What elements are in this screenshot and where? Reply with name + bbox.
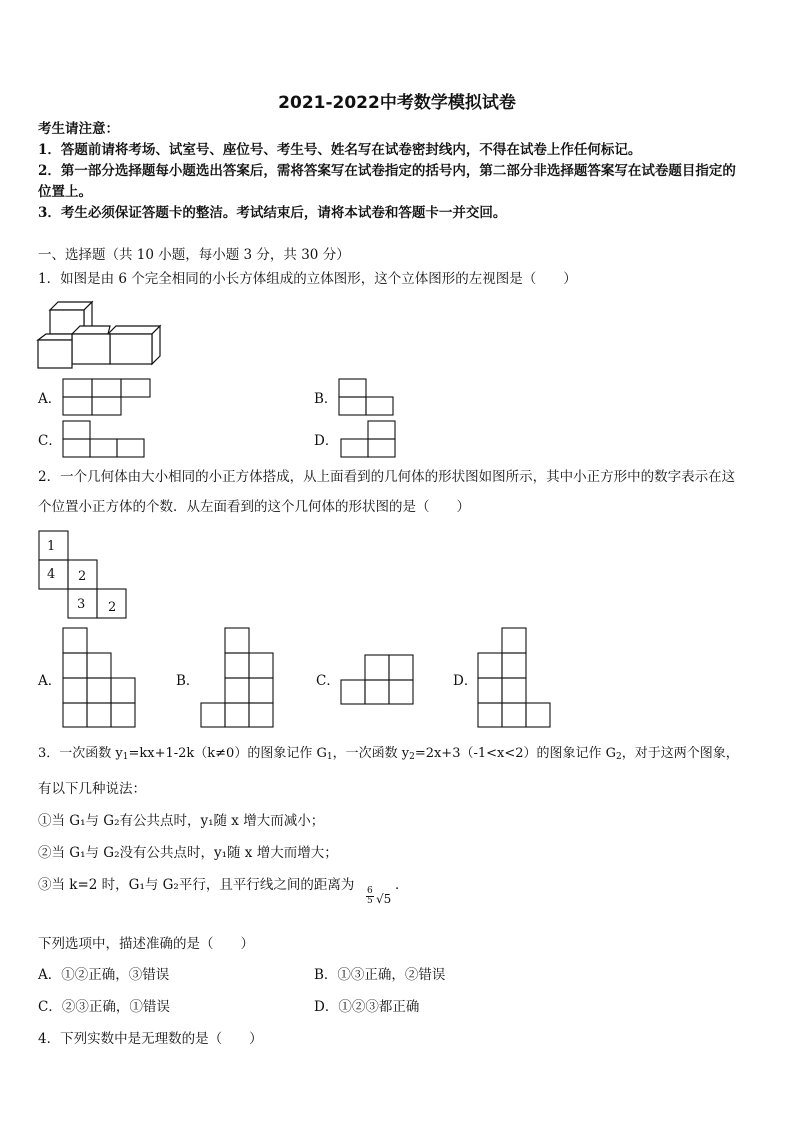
q2-grid-number: 2 — [108, 600, 117, 615]
q2-grid-number: 4 — [47, 567, 56, 582]
q3-option-b: B．①③正确，②错误 — [314, 967, 446, 983]
notice-item-2: 2．第一部分选择题每小题选出答案后，需将答案写在试卷指定的括号内，第二部分非选择题答案写在试卷题目指定的 — [38, 163, 736, 179]
q3-root: √5 — [376, 892, 392, 906]
q2-option-c-label: C． — [316, 673, 340, 689]
notice-item-2-cont: 位置上。 — [38, 184, 92, 200]
q3-statement-2: ②当 G₁与 G₂没有公共点时，y₁随 x 增大而增大； — [38, 845, 338, 861]
notice-item-3: 3．考生必须保证答题卡的整洁。考试结束后，请将本试卷和答题卡一并交回。 — [38, 205, 507, 221]
q2-grid-number: 3 — [77, 597, 86, 612]
q1-option-c-label: C． — [38, 433, 62, 449]
q3-statement-3: ③当 k=2 时，G₁与 G₂平行，且平行线之间的距离为 — [38, 877, 355, 893]
q3-fraction: $\frac{6}{5}$ — [367, 886, 373, 906]
question-3-stem-line1: 3．一次函数 $y_1=kx+1-2k(k\ne 0)$的图象记作 $G_1$，一次函数 $y_2=2x+3(-1<x<2)$的图象记作 $G_2$，对于这两个图象， — [38, 746, 739, 762]
q2-grid-number: 2 — [78, 569, 87, 584]
q1-option-c-figure — [62, 420, 152, 460]
question-4-stem: 4．下列实数中是无理数的是（ ） — [38, 1031, 263, 1047]
q1-option-a-label: A． — [38, 391, 62, 407]
q2-option-d-figure — [477, 627, 553, 729]
q2-option-b-figure — [200, 627, 276, 729]
question-1-stem: 1．如图是由 6 个完全相同的小长方体组成的立体图形，这个立体图形的左视图是（ ） — [38, 271, 577, 287]
exam-title: 2021-2022中考数学模拟试卷 — [278, 93, 516, 113]
q2-option-c-figure — [340, 654, 416, 706]
question-2-stem-line2: 个位置小正方体的个数．从左面看到的这个几何体的形状图的是（ ） — [38, 499, 470, 515]
q1-option-b-label: B． — [314, 391, 338, 407]
q1-option-d-label: D． — [314, 433, 339, 449]
question-3-stem-line2: 有以下几种说法： — [38, 781, 146, 797]
q3-statement-1: ①当 G₁与 G₂有公共点时，y₁随 x 增大而减小； — [38, 813, 325, 829]
q3-option-a: A．①②正确，③错误 — [38, 967, 170, 983]
q1-option-b-figure — [338, 378, 398, 418]
q3-ask: 下列选项中，描述准确的是（ ） — [38, 936, 254, 952]
q2-grid-number: 1 — [47, 539, 56, 554]
q3-option-d: D．①②③都正确 — [314, 999, 420, 1015]
q2-option-b-label: B． — [176, 673, 200, 689]
q3-option-c: C．②③正确，①错误 — [38, 999, 170, 1015]
q2-option-d-label: D． — [453, 673, 478, 689]
q2-option-a-figure — [62, 627, 138, 729]
section-heading: 一、选择题（共 10 小题，每小题 3 分，共 30 分） — [38, 247, 350, 263]
q1-solid-figure — [38, 298, 166, 370]
q3-statement-3-end: ． — [395, 877, 409, 893]
q2-option-a-label: A． — [38, 673, 62, 689]
q1-option-a-figure — [62, 378, 152, 418]
q1-option-d-figure — [340, 420, 400, 460]
notice-item-1: 1．答题前请将考场、试室号、座位号、考生号、姓名写在试卷密封线内，不得在试卷上作任何标记。 — [38, 142, 642, 158]
question-2-stem-line1: 2．一个几何体由大小相同的小正方体搭成，从上面看到的几何体的形状图如图所示，其中小正方形中的数字表示在这 — [38, 469, 736, 485]
notice-heading: 考生请注意： — [38, 121, 119, 137]
